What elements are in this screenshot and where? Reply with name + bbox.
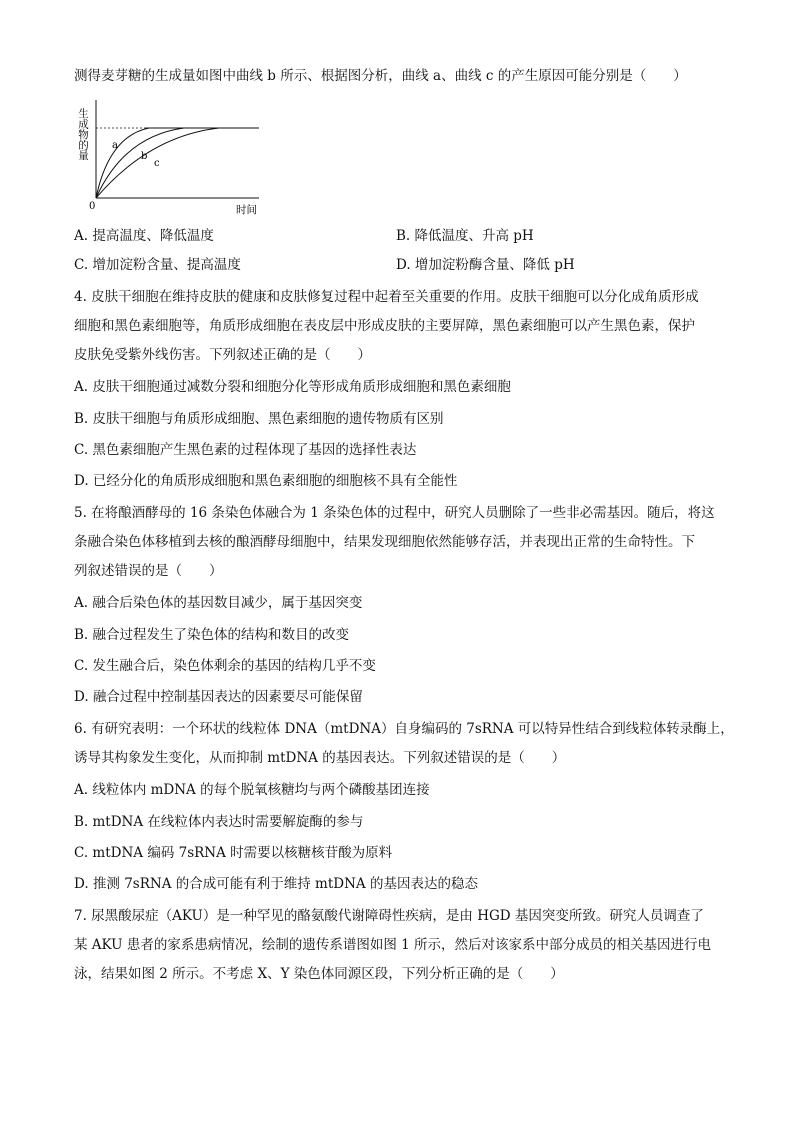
q7-stem-line-1: 7. 尿黑酸尿症（AKU）是一种罕见的酪氨酸代谢障碍性疾病，是由 HGD 基因突变所致。研究人员调查了 xyxy=(74,908,704,924)
q3-options-row-2 xyxy=(74,255,724,275)
q5-stem-line-1: 5. 在将酿酒酵母的 16 条染色体融合为 1 条染色体的过程中，研究人员删除了一些非必需基因。随后，将这 xyxy=(74,505,715,521)
q4-stem-line-1: 4. 皮肤干细胞在维持皮肤的健康和皮肤修复过程中起着至关重要的作用。皮肤干细胞可以分化成角质形成 xyxy=(74,289,699,305)
q6-option-b[interactable]: B. mtDNA 在线粒体内表达时需要解旋酶的参与 xyxy=(74,814,364,830)
q3-option-c[interactable]: C. 增加淀粉含量、提高温度 xyxy=(74,257,241,273)
q6-stem-line-2: 诱导其构象发生变化，从而抑制 mtDNA 的基因表达。下列叙述错误的是（ ） xyxy=(74,750,566,766)
q5-option-c[interactable]: C. 发生融合后，染色体剩余的基因的结构几乎不变 xyxy=(74,658,376,674)
q4-option-a[interactable]: A. 皮肤干细胞通过减数分裂和细胞分化等形成角质形成细胞和黑色素细胞 xyxy=(74,379,511,395)
curve-label-b: b xyxy=(141,151,148,162)
q5-option-a[interactable]: A. 融合后染色体的基因数目减少，属于基因突变 xyxy=(74,595,363,611)
q6-option-a[interactable]: A. 线粒体内 mDNA 的每个脱氧核糖均与两个磷酸基团连接 xyxy=(74,782,430,798)
q6-option-d[interactable]: D. 推测 7sRNA 的合成可能有利于维持 mtDNA 的基因表达的稳态 xyxy=(74,876,478,892)
q4-stem-line-3: 皮肤免受紫外线伤害。下列叙述正确的是（ ） xyxy=(74,347,371,363)
q5-option-b[interactable]: B. 融合过程发生了染色体的结构和数目的改变 xyxy=(74,627,350,643)
figure-xlabel: 时间 xyxy=(236,204,257,216)
figure-origin: 0 xyxy=(89,201,96,212)
curve-a xyxy=(96,128,149,198)
curve-label-a: a xyxy=(112,140,118,151)
curve-b xyxy=(96,128,184,198)
q5-stem-line-2: 条融合染色体移植到去核的酿酒酵母细胞中，结果发现细胞依然能够存活，并表现出正常的生命特性。下 xyxy=(74,534,695,550)
product-time-graph xyxy=(74,96,264,246)
q6-option-c[interactable]: C. mtDNA 编码 7sRNA 时需要以核糖核苷酸为原料 xyxy=(74,845,393,861)
q3-stem: 测得麦芽糖的生成量如图中曲线 b 所示、根据图分析，曲线 a、曲线 c 的产生原因可能分别是（ ） xyxy=(74,68,687,84)
q6-stem-line-1: 6. 有研究表明：一个环状的线粒体 DNA（mtDNA）自身编码的 7sRNA 可以特异性结合到线粒体转录酶上， xyxy=(74,721,734,737)
q5-stem-line-3: 列叙述错误的是（ ） xyxy=(74,563,223,579)
q7-stem-line-2: 某 AKU 患者的家系患病情况，绘制的遗传系谱图如图 1 所示，然后对该家系中部分成员的相关基因进行电 xyxy=(74,937,711,953)
q4-option-c[interactable]: C. 黑色素细胞产生黑色素的过程体现了基因的选择性表达 xyxy=(74,442,417,458)
curve-label-c: c xyxy=(154,158,160,169)
q3-option-d[interactable]: D. 增加淀粉酶含量、降低 pH xyxy=(396,257,575,273)
q3-options-row-1 xyxy=(74,226,724,246)
q4-option-d[interactable]: D. 已经分化的角质形成细胞和黑色素细胞的细胞核不具有全能性 xyxy=(74,473,458,489)
q3-option-a[interactable]: A. 提高温度、降低温度 xyxy=(74,228,214,244)
figure-ylabel: 生成物的量 xyxy=(77,108,89,161)
q4-option-b[interactable]: B. 皮肤干细胞与角质形成细胞、黑色素细胞的遗传物质有区别 xyxy=(74,411,444,427)
q4-stem-line-2: 细胞和黑色素细胞等，角质形成细胞在表皮层中形成皮肤的主要屏障，黑色素细胞可以产生黑色素，保护 xyxy=(74,318,695,334)
q7-stem-line-3: 泳，结果如图 2 所示。不考虑 X、Y 染色体同源区段，下列分析正确的是（ ） xyxy=(74,966,564,982)
q3-option-b[interactable]: B. 降低温度、升高 pH xyxy=(396,228,534,244)
q3-figure xyxy=(74,96,264,246)
q5-option-d[interactable]: D. 融合过程中控制基因表达的因素要尽可能保留 xyxy=(74,689,363,705)
